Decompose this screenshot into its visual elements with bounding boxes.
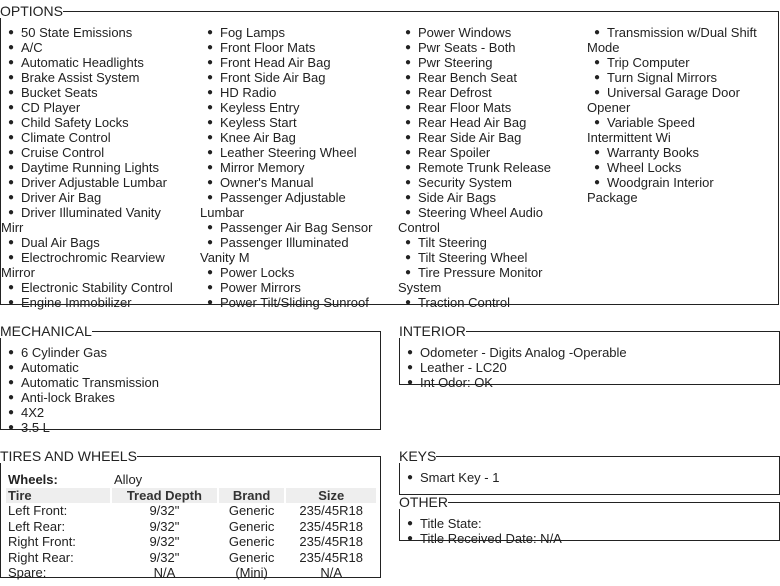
list-item-label: Steering Wheel Audio Control [398, 205, 544, 235]
list-item-label: Fog Lamps [220, 25, 286, 40]
bullet-icon: ● [404, 117, 412, 128]
list-item-label: Keyless Start [220, 115, 297, 130]
list-item [1, 70, 177, 85]
list-item [1, 295, 177, 310]
bullet-icon: ● [206, 132, 214, 143]
list-item-label: Leather Steering Wheel [220, 145, 357, 160]
brand: (Mini) [235, 565, 268, 580]
list-item [200, 235, 376, 265]
list-item-label: 6 Cylinder Gas [21, 345, 107, 360]
list-item-label: Passenger Adjustable Lumbar [200, 190, 346, 220]
tires-section [0, 449, 381, 578]
tires-header-row [6, 488, 376, 504]
list-item [1, 40, 177, 55]
bullet-icon: ● [404, 192, 412, 203]
list-item-label: Smart Key - 1 [420, 470, 500, 485]
tread-depth: N/A [153, 565, 176, 580]
list-item-label: Odometer - Digits Analog -Operable [420, 345, 627, 360]
list-item [400, 360, 770, 375]
list-item-label: Title State: [420, 516, 482, 531]
mechanical-list [1, 345, 371, 435]
list-item [1, 235, 177, 250]
size: N/A [320, 565, 343, 580]
tread-depth: 9/32" [149, 503, 180, 518]
bullet-icon: ● [404, 162, 412, 173]
list-item [1, 420, 371, 435]
list-item-label: Int Odor: OK [420, 375, 493, 390]
list-item [587, 115, 763, 145]
list-item [200, 160, 376, 175]
list-item-label: Warranty Books [607, 145, 699, 160]
list-item-label: 50 State Emissions [21, 25, 133, 40]
bullet-icon: ● [593, 72, 601, 83]
tread-depth: 9/32" [149, 534, 180, 549]
bullet-icon: ● [404, 27, 412, 38]
list-item [200, 70, 376, 85]
list-item [1, 405, 371, 420]
list-item [398, 130, 574, 145]
tire-name: Left Front: [8, 503, 68, 518]
keys-title: KEYS [399, 448, 437, 464]
list-item [400, 531, 770, 546]
list-item-label: Climate Control [21, 130, 111, 145]
options-section [0, 3, 779, 310]
list-item [398, 295, 574, 310]
list-item-label: Cruise Control [21, 145, 105, 160]
wheels-label: Wheels: [8, 472, 58, 487]
bullet-icon: ● [404, 177, 412, 188]
list-item [587, 145, 763, 160]
list-item-label: Tilt Steering Wheel [418, 250, 528, 265]
bullet-icon: ● [593, 27, 601, 38]
list-item-label: Driver Adjustable Lumbar [21, 175, 167, 190]
list-item [1, 85, 177, 100]
bullet-icon: ● [404, 147, 412, 158]
tread-depth: 9/32" [149, 549, 180, 565]
bullet-icon: ● [7, 392, 15, 403]
list-item-label: Woodgrain Interior Package [587, 175, 714, 205]
list-item [1, 115, 177, 130]
list-item [398, 205, 574, 235]
list-item-label: Electrochromic Rearview Mirror [1, 250, 165, 280]
options-column-2 [200, 25, 376, 310]
bullet-icon: ● [406, 377, 414, 388]
list-item-label: Child Safety Locks [21, 115, 129, 130]
list-item [1, 345, 371, 360]
list-item [398, 85, 574, 100]
header-size: Size [286, 488, 376, 504]
tire-name: Right Front: [8, 534, 76, 549]
mechanical-title: MECHANICAL [0, 323, 92, 339]
list-item-label: Engine Immobilizer [21, 295, 132, 310]
bullet-icon: ● [7, 102, 15, 113]
size: 235/45R18 [299, 549, 364, 565]
bullet-icon: ● [7, 282, 15, 293]
list-item [1, 280, 177, 295]
keys-section [399, 449, 780, 495]
bullet-icon: ● [404, 72, 412, 83]
list-item-label: HD Radio [220, 85, 277, 100]
list-item [1, 190, 177, 205]
bullet-icon: ● [206, 27, 214, 38]
list-item [1, 55, 177, 70]
list-item-label: Rear Defrost [418, 85, 492, 100]
bullet-icon: ● [404, 297, 412, 308]
bullet-icon: ● [406, 362, 414, 373]
list-item-label: 3.5 L [21, 420, 50, 435]
tire-row [6, 534, 376, 550]
list-item [587, 70, 763, 85]
list-item [398, 115, 574, 130]
list-item [398, 160, 574, 175]
list-item-label: Power Mirrors [220, 280, 301, 295]
list-item [1, 390, 371, 405]
list-item-label: Knee Air Bag [220, 130, 296, 145]
bullet-icon: ● [404, 102, 412, 113]
list-item-label: Front Floor Mats [220, 40, 316, 55]
tire-row [6, 503, 376, 519]
list-item-label: Bucket Seats [21, 85, 98, 100]
list-item-label: Pwr Steering [418, 55, 493, 70]
list-item-label: A/C [21, 40, 43, 55]
list-item-label: Front Side Air Bag [220, 70, 326, 85]
list-item [200, 190, 376, 220]
interior-title: INTERIOR [399, 323, 466, 339]
list-item-label: Passenger Air Bag Sensor [220, 220, 373, 235]
list-item [200, 175, 376, 190]
list-item-label: Security System [418, 175, 512, 190]
list-item-label: Automatic Headlights [21, 55, 144, 70]
bullet-icon: ● [7, 362, 15, 373]
list-item-label: Anti-lock Brakes [21, 390, 115, 405]
options-column-3 [398, 25, 574, 310]
list-item-label: Pwr Seats - Both [418, 40, 516, 55]
options-column-4 [587, 25, 763, 205]
bullet-icon: ● [593, 87, 601, 98]
header-brand: Brand [219, 488, 285, 504]
tire-row [6, 519, 376, 535]
tire-name: Right Rear: [8, 549, 74, 565]
other-title: OTHER [399, 494, 448, 510]
list-item [587, 55, 763, 70]
interior-list [400, 345, 770, 390]
list-item-label: Front Head Air Bag [220, 55, 331, 70]
list-item [1, 130, 177, 145]
list-item-label: Power Locks [220, 265, 295, 280]
list-item [398, 145, 574, 160]
list-item [200, 265, 376, 280]
bullet-icon: ● [7, 192, 15, 203]
bullet-icon: ● [7, 252, 15, 263]
list-item [400, 516, 770, 531]
list-item-label: Universal Garage Door Opener [587, 85, 740, 115]
brand: Generic [228, 549, 275, 565]
bullet-icon: ● [7, 407, 15, 418]
list-item [200, 280, 376, 295]
list-item-label: Electronic Stability Control [21, 280, 173, 295]
list-item-label: Rear Floor Mats [418, 100, 512, 115]
bullet-icon: ● [206, 147, 214, 158]
bullet-icon: ● [206, 237, 214, 248]
list-item [200, 130, 376, 145]
list-item [1, 250, 177, 280]
bullet-icon: ● [206, 222, 214, 233]
list-item-label: Brake Assist System [21, 70, 140, 85]
list-item [200, 145, 376, 160]
list-item [1, 100, 177, 115]
list-item [200, 100, 376, 115]
list-item [587, 175, 763, 205]
bullet-icon: ● [7, 237, 15, 248]
keys-list [400, 470, 770, 485]
list-item-label: Passenger Illuminated Vanity M [200, 235, 349, 265]
options-column-1 [1, 25, 177, 310]
bullet-icon: ● [7, 132, 15, 143]
bullet-icon: ● [406, 472, 414, 483]
list-item [1, 25, 177, 40]
tire-name: Left Rear: [8, 518, 66, 534]
list-item-label: Rear Spoiler [418, 145, 491, 160]
bullet-icon: ● [7, 177, 15, 188]
list-item [400, 345, 770, 360]
list-item-label: Automatic Transmission [21, 375, 159, 390]
bullet-icon: ● [593, 147, 601, 158]
list-item [398, 265, 574, 295]
list-item [398, 55, 574, 70]
list-item [200, 25, 376, 40]
list-item-label: Traction Control [418, 295, 510, 310]
list-item [398, 175, 574, 190]
list-item-label: Automatic [21, 360, 79, 375]
bullet-icon: ● [7, 42, 15, 53]
list-item-label: Dual Air Bags [21, 235, 100, 250]
bullet-icon: ● [404, 252, 412, 263]
list-item-label: Mirror Memory [220, 160, 305, 175]
bullet-icon: ● [593, 57, 601, 68]
list-item-label: Driver Illuminated Vanity Mirr [1, 205, 161, 235]
list-item-label: Transmission w/Dual Shift Mode [587, 25, 757, 55]
list-item-label: Trip Computer [607, 55, 690, 70]
bullet-icon: ● [7, 347, 15, 358]
interior-section [399, 323, 780, 390]
bullet-icon: ● [404, 237, 412, 248]
list-item [398, 25, 574, 40]
header-tire: Tire [6, 488, 110, 504]
list-item [200, 115, 376, 130]
tires-table [4, 472, 378, 581]
tires-title: TIRES AND WHEELS [0, 448, 137, 464]
options-title: OPTIONS [0, 3, 64, 19]
list-item [587, 160, 763, 175]
bullet-icon: ● [404, 87, 412, 98]
bullet-icon: ● [404, 267, 412, 278]
brand: Generic [228, 534, 275, 549]
list-item [587, 25, 763, 55]
list-item [398, 250, 574, 265]
header-tread-depth: Tread Depth [112, 488, 217, 504]
tire-name: Spare: [8, 565, 47, 580]
mechanical-section [0, 323, 381, 435]
wheels-row [6, 472, 376, 488]
list-item-label: Power Tilt/Sliding Sunroof [220, 295, 369, 310]
list-item [400, 470, 770, 485]
bullet-icon: ● [7, 87, 15, 98]
bullet-icon: ● [206, 192, 214, 203]
bullet-icon: ● [7, 147, 15, 158]
list-item [1, 145, 177, 160]
list-item [200, 295, 376, 310]
list-item [200, 40, 376, 55]
bullet-icon: ● [206, 57, 214, 68]
list-item-label: Rear Head Air Bag [418, 115, 527, 130]
bullet-icon: ● [206, 72, 214, 83]
bullet-icon: ● [7, 422, 15, 433]
bullet-icon: ● [206, 177, 214, 188]
bullet-icon: ● [206, 102, 214, 113]
list-item-label: Wheel Locks [607, 160, 682, 175]
bullet-icon: ● [406, 533, 414, 544]
list-item [587, 85, 763, 115]
bullet-icon: ● [206, 267, 214, 278]
list-item-label: Keyless Entry [220, 100, 300, 115]
tire-row [6, 565, 376, 581]
list-item [200, 220, 376, 235]
bullet-icon: ● [206, 282, 214, 293]
list-item-label: Tire Pressure Monitor System [398, 265, 543, 295]
bullet-icon: ● [406, 347, 414, 358]
wheels-value: Alloy [114, 472, 143, 487]
bullet-icon: ● [206, 42, 214, 53]
list-item-label: Rear Side Air Bag [418, 130, 522, 145]
size: 235/45R18 [299, 518, 364, 534]
bullet-icon: ● [404, 207, 412, 218]
list-item-label: Variable Speed Intermittent Wi [587, 115, 695, 145]
list-item [200, 85, 376, 100]
list-item-label: CD Player [21, 100, 81, 115]
list-item [1, 205, 177, 235]
bullet-icon: ● [206, 117, 214, 128]
list-item-label: Leather - LC20 [420, 360, 507, 375]
list-item [398, 70, 574, 85]
list-item-label: Driver Air Bag [21, 190, 102, 205]
list-item-label: Title Received Date: N/A [420, 531, 562, 546]
bullet-icon: ● [206, 87, 214, 98]
list-item [400, 375, 770, 390]
bullet-icon: ● [206, 297, 214, 308]
list-item-label: Power Windows [418, 25, 512, 40]
list-item-label: Daytime Running Lights [21, 160, 160, 175]
list-item [200, 55, 376, 70]
bullet-icon: ● [7, 297, 15, 308]
bullet-icon: ● [7, 57, 15, 68]
list-item [1, 175, 177, 190]
bullet-icon: ● [593, 162, 601, 173]
bullet-icon: ● [593, 177, 601, 188]
list-item [398, 235, 574, 250]
list-item-label: Rear Bench Seat [418, 70, 518, 85]
size: 235/45R18 [299, 503, 364, 518]
bullet-icon: ● [593, 117, 601, 128]
bullet-icon: ● [7, 377, 15, 388]
list-item-label: Turn Signal Mirrors [607, 70, 718, 85]
brand: Generic [228, 503, 275, 518]
list-item-label: Remote Trunk Release [418, 160, 551, 175]
bullet-icon: ● [404, 132, 412, 143]
bullet-icon: ● [206, 162, 214, 173]
size: 235/45R18 [299, 534, 364, 549]
brand: Generic [228, 518, 275, 534]
bullet-icon: ● [7, 162, 15, 173]
list-item [398, 100, 574, 115]
list-item [398, 40, 574, 55]
list-item-label: 4X2 [21, 405, 45, 420]
bullet-icon: ● [404, 57, 412, 68]
bullet-icon: ● [7, 27, 15, 38]
bullet-icon: ● [404, 42, 412, 53]
list-item-label: Side Air Bags [418, 190, 497, 205]
bullet-icon: ● [7, 117, 15, 128]
list-item-label: Tilt Steering [418, 235, 487, 250]
tire-row [6, 550, 376, 566]
bullet-icon: ● [7, 207, 15, 218]
tread-depth: 9/32" [149, 518, 180, 534]
list-item [1, 375, 371, 390]
list-item [1, 160, 177, 175]
other-section [399, 494, 780, 546]
other-list [400, 516, 770, 546]
bullet-icon: ● [406, 518, 414, 529]
list-item-label: Owner's Manual [220, 175, 314, 190]
list-item [398, 190, 574, 205]
bullet-icon: ● [7, 72, 15, 83]
list-item [1, 360, 371, 375]
